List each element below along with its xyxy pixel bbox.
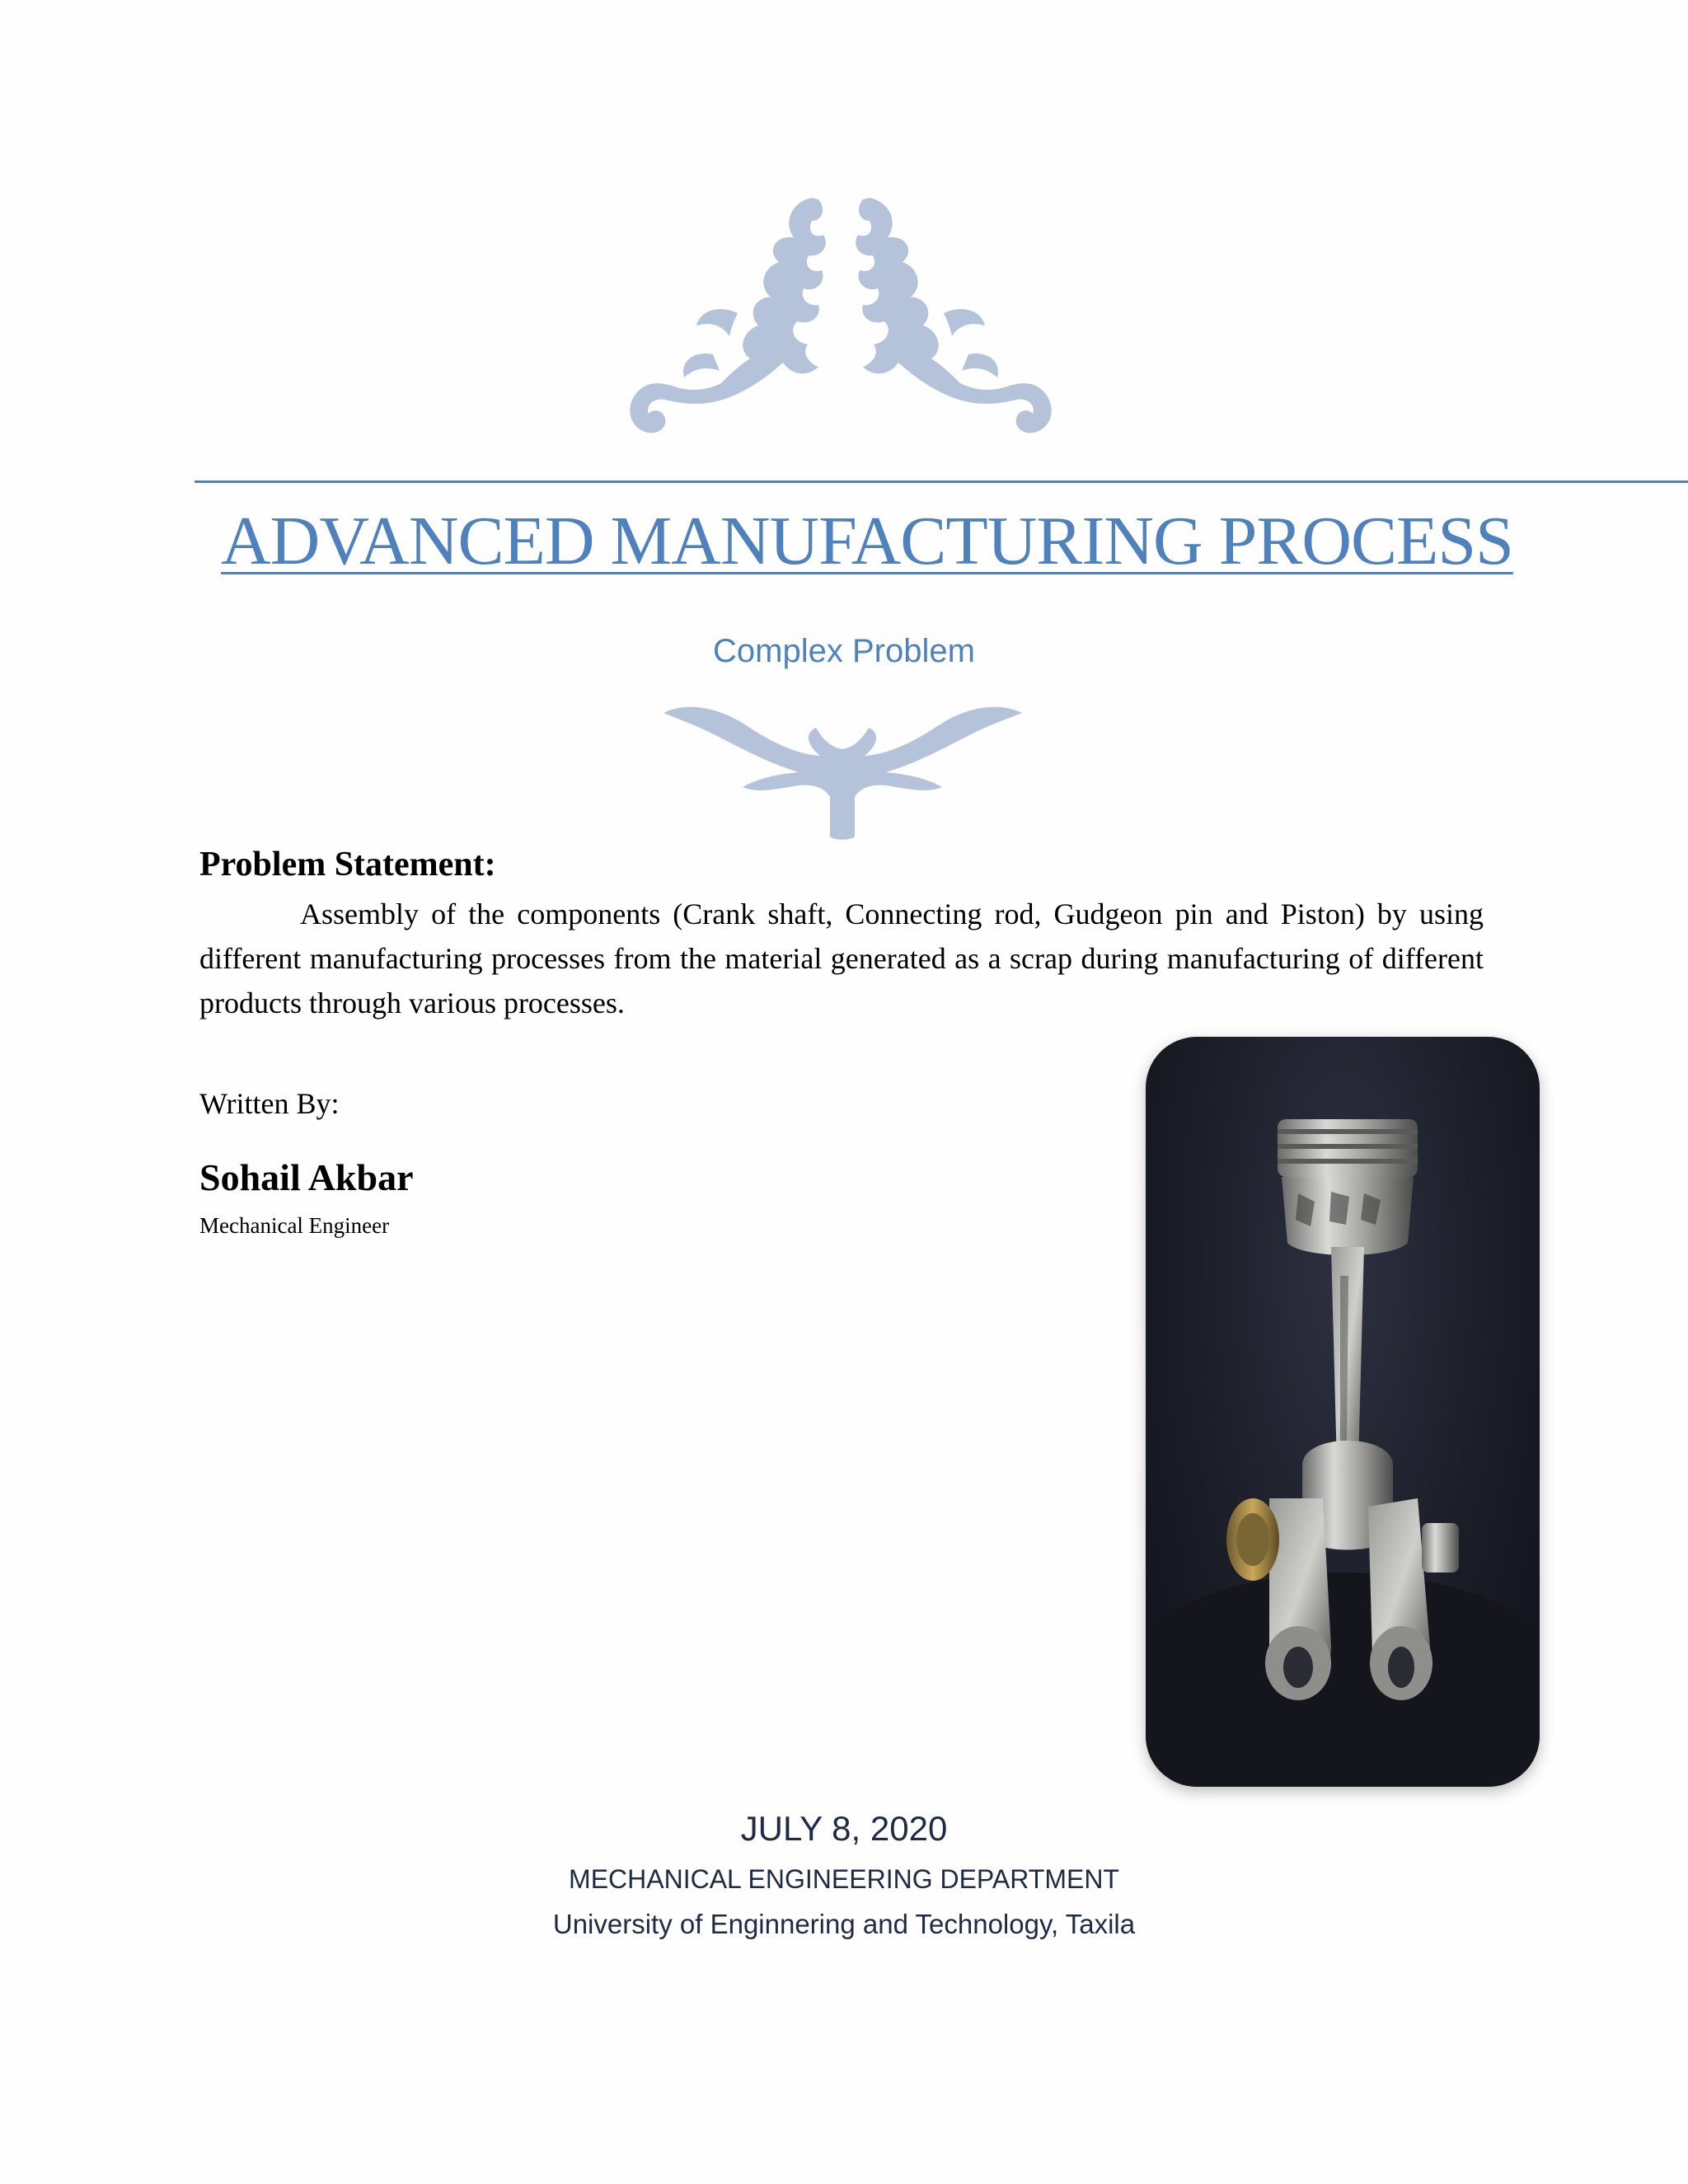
document-subtitle: Complex Problem xyxy=(713,633,975,669)
floral-scroll-ornament-icon xyxy=(606,190,1076,445)
piston-assembly-photo xyxy=(1146,1037,1540,1787)
university-name: University of Enginnering and Technology, Taxila xyxy=(552,1909,1136,1939)
document-title: ADVANCED MANUFACTURING PROCESS xyxy=(221,503,1513,579)
header-divider xyxy=(195,480,1688,483)
author-name: Sohail Akbar xyxy=(199,1156,414,1198)
document-date: JULY 8, 2020 xyxy=(740,1809,948,1848)
problem-statement-heading: Problem Statement: xyxy=(199,846,496,883)
winged-scroll-ornament-icon xyxy=(663,696,1022,841)
written-by-label: Written By: xyxy=(199,1087,340,1120)
author-role: Mechanical Engineer xyxy=(199,1213,390,1238)
problem-statement-body: Assembly of the components (Crank shaft, Connecting rod, Gudgeon pin and Piston) by using different manufacturing processes from the material generated as a scrap during manufacturing of different products through various processes. xyxy=(199,898,1484,1019)
department-name: MECHANICAL ENGINEERING DEPARTMENT xyxy=(569,1864,1119,1894)
piston-assembly-illustration xyxy=(1146,1037,1540,1787)
